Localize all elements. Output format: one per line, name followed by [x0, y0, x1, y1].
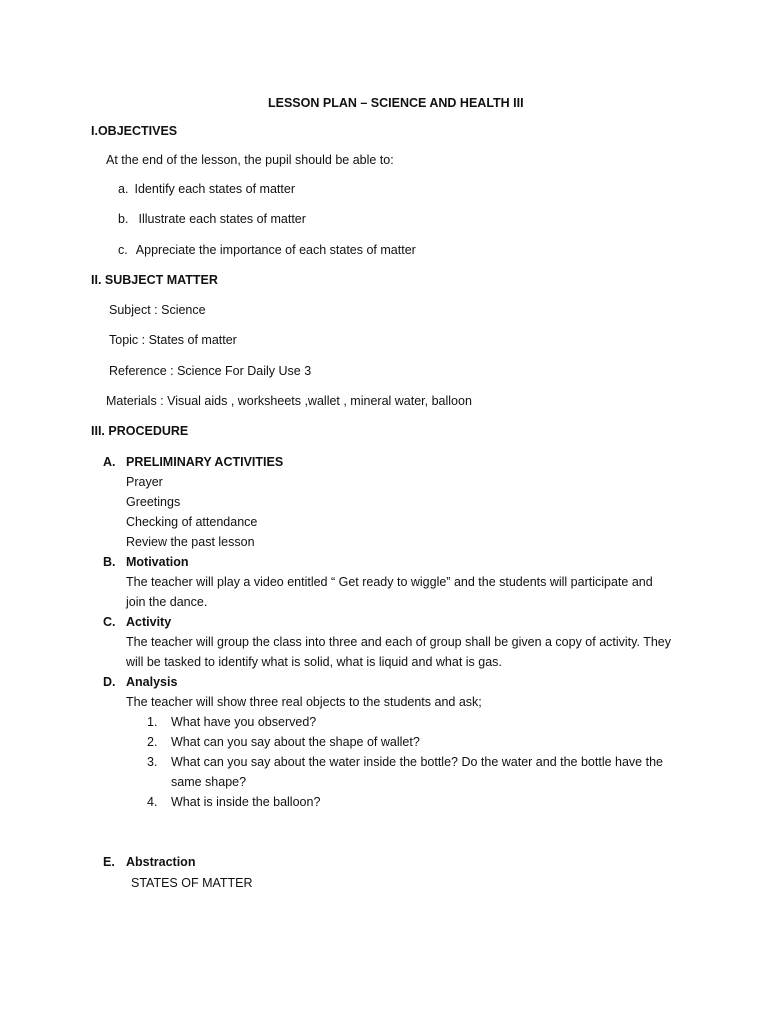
page-title: LESSON PLAN – SCIENCE AND HEALTH III: [268, 96, 524, 110]
motivation-text: The teacher will play a video entitled “ Get ready to wiggle” and the students will participate and: [126, 575, 653, 589]
objective-text: Illustrate each states of matter: [138, 212, 306, 226]
analysis-title: Analysis: [126, 675, 178, 689]
section-label: D.: [103, 675, 116, 689]
question-text: same shape?: [171, 775, 247, 789]
activity-title: Activity: [126, 615, 172, 629]
section-label: B.: [103, 555, 116, 569]
question-text: What can you say about the water inside the bottle? Do the water and the bottle have the: [171, 755, 663, 769]
activity-text: will be tasked to identify what is solid, what is liquid and what is gas.: [126, 655, 502, 669]
preliminary-item: Prayer: [126, 475, 163, 489]
question-number: 1.: [147, 715, 158, 729]
procedure-heading: III. PROCEDURE: [91, 424, 189, 438]
materials-line: Materials : Visual aids , worksheets ,wallet , mineral water, balloon: [106, 394, 472, 408]
question-text: What have you observed?: [171, 715, 317, 729]
motivation-title: Motivation: [126, 555, 189, 569]
section-label: C.: [103, 615, 116, 629]
question-number: 2.: [147, 735, 158, 749]
abstraction-title: Abstraction: [126, 855, 196, 869]
section-label: E.: [103, 855, 115, 869]
question-text: What can you say about the shape of wallet?: [171, 735, 420, 749]
preliminary-item: Greetings: [126, 495, 181, 509]
activity-text: The teacher will group the class into three and each of group shall be given a copy of activity. They: [126, 635, 671, 649]
question-number: 4.: [147, 795, 158, 809]
objective-item: [118, 243, 416, 257]
question-number: 3.: [147, 755, 158, 769]
preliminary-item: Review the past lesson: [126, 535, 255, 549]
objective-text: Identify each states of matter: [134, 182, 295, 196]
analysis-intro: The teacher will show three real objects to the students and ask;: [126, 695, 482, 709]
objective-label: c.: [118, 243, 128, 257]
reference-line: Reference : Science For Daily Use 3: [109, 364, 312, 378]
abstraction-subtitle: STATES OF MATTER: [131, 876, 253, 890]
topic-line: Topic : States of matter: [109, 333, 237, 347]
section-label: A.: [103, 455, 116, 469]
preliminary-activities-title: PRELIMINARY ACTIVITIES: [126, 455, 284, 469]
objective-label: a.: [118, 182, 129, 196]
subject-line: Subject : Science: [109, 303, 206, 317]
preliminary-item: Checking of attendance: [126, 515, 258, 529]
objective-text: Appreciate the importance of each states of matter: [135, 243, 416, 257]
objective-item: [118, 182, 295, 196]
subject-matter-heading: II. SUBJECT MATTER: [91, 273, 218, 287]
objectives-heading: I.OBJECTIVES: [91, 124, 178, 138]
objective-label: b.: [118, 212, 129, 226]
objective-item: [118, 212, 306, 226]
motivation-text: join the dance.: [126, 595, 208, 609]
objectives-intro: At the end of the lesson, the pupil should be able to:: [106, 153, 394, 167]
question-text: What is inside the balloon?: [171, 795, 321, 809]
